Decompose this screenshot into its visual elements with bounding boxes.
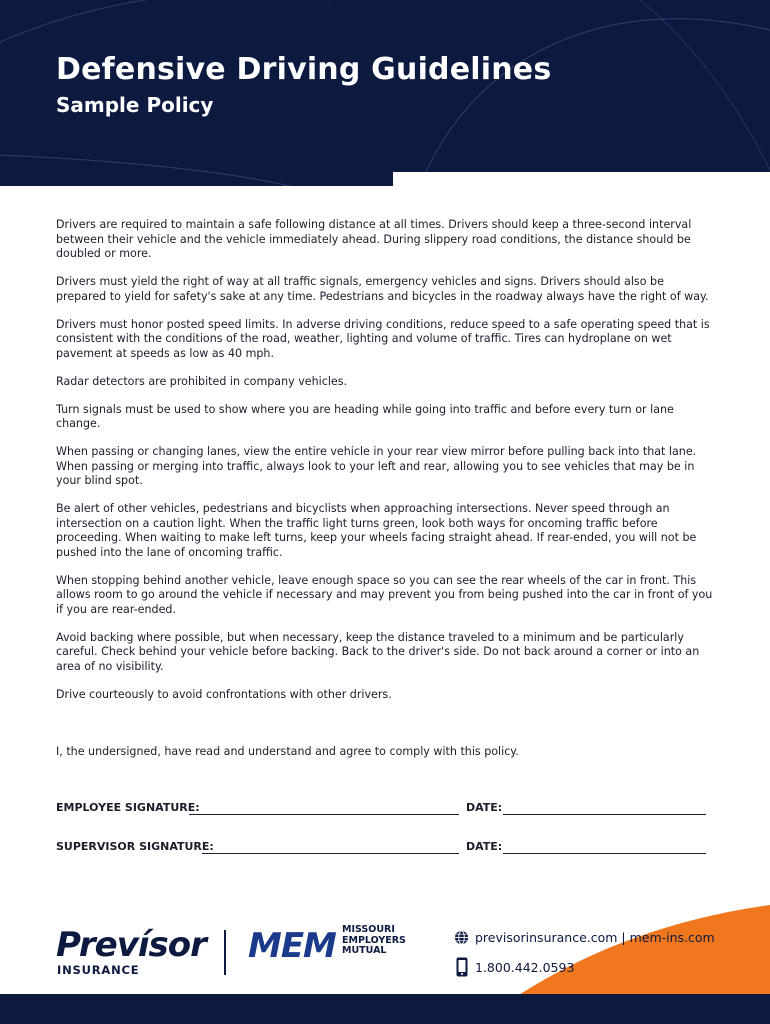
mem-logo: MEM: [248, 926, 336, 966]
mem-logo-line: MISSOURI: [342, 924, 395, 935]
acknowledgement-statement: I, the undersigned, have read and understand and agree to comply with this policy.: [56, 745, 519, 758]
phone-icon: [456, 957, 468, 977]
employee-signature-label: EMPLOYEE SIGNATURE:: [56, 801, 200, 814]
page-title: Defensive Driving Guidelines: [56, 52, 552, 87]
page-subtitle: Sample Policy: [56, 93, 214, 117]
employee-date-label: DATE:: [466, 801, 503, 814]
mem-logo-text: [342, 925, 406, 957]
mem-logo-line: MUTUAL: [342, 945, 387, 956]
supervisor-signature-label: SUPERVISOR SIGNATURE:: [56, 840, 214, 853]
logo-divider: [224, 930, 226, 975]
policy-paragraph: When passing or changing lanes, view the entire vehicle in your rear view mirror before pulling back into that lane. When passing or merging into traffic, always look to your left and rear, allowing you to see vehicles that may be in your blind spot.: [56, 445, 697, 487]
policy-paragraph: Drivers are required to maintain a safe following distance at all times. Drivers should keep a three-second interval between their vehicle and the vehicle immediately ahead. During slippery road conditions, the distance should be doubled or more.: [56, 218, 692, 260]
policy-paragraph: Drivers must yield the right of way at all traffic signals, emergency vehicles and signs. Drivers should also be prepared to yield for safety's sake at any time. Pedestrians and bicycles in the roadway always have the right of way.: [56, 275, 709, 303]
website-links[interactable]: previsorinsurance.com | mem-ins.com: [475, 930, 715, 945]
globe-icon: [454, 930, 469, 945]
footer-band: [0, 994, 770, 1024]
policy-paragraph: Be alert of other vehicles, pedestrians and bicyclists when approaching intersections. Never speed through an intersection on a caution light. When the traffic light turns green, look both ways for oncoming traffic before proceeding. When waiting to make left turns, keep your wheels facing straight ahead. If rear-ended, you will not be pushed into the lane of oncoming traffic.: [56, 502, 697, 559]
phone-number[interactable]: 1.800.442.0593: [475, 960, 575, 975]
policy-paragraph: Drive courteously to avoid confrontations with other drivers.: [56, 687, 392, 701]
supervisor-date-label: DATE:: [466, 840, 503, 853]
previsor-logo: Prevísor: [56, 925, 206, 965]
policy-paragraph: Radar detectors are prohibited in company vehicles.: [56, 374, 348, 388]
policy-paragraph: When stopping behind another vehicle, leave enough space so you can see the rear wheels of the car in front. This allows room to go around the vehicle if necessary and may prevent you from being pushed into the car in front of you if you are rear-ended.: [56, 573, 713, 616]
policy-paragraph: Turn signals must be used to show where you are heading while going into traffic and before every turn or lane change.: [56, 402, 674, 430]
policy-paragraph: Drivers must honor posted speed limits. In adverse driving conditions, reduce speed to a safe operating speed that is consistent with the conditions of the road, weather, lighting and volume of traffic. Tires can hydroplane on wet pavement at speeds as low as 40 mph.: [56, 317, 710, 360]
mem-logo-line: EMPLOYERS: [342, 934, 406, 946]
previsor-logo-subtitle: INSURANCE: [57, 963, 140, 977]
policy-paragraph: Avoid backing where possible, but when necessary, keep the distance traveled to a minimum and be particularly careful. Check behind your vehicle before backing. Back to the driver's side. Do not back around a corner or into an area of no visibility.: [56, 630, 700, 673]
